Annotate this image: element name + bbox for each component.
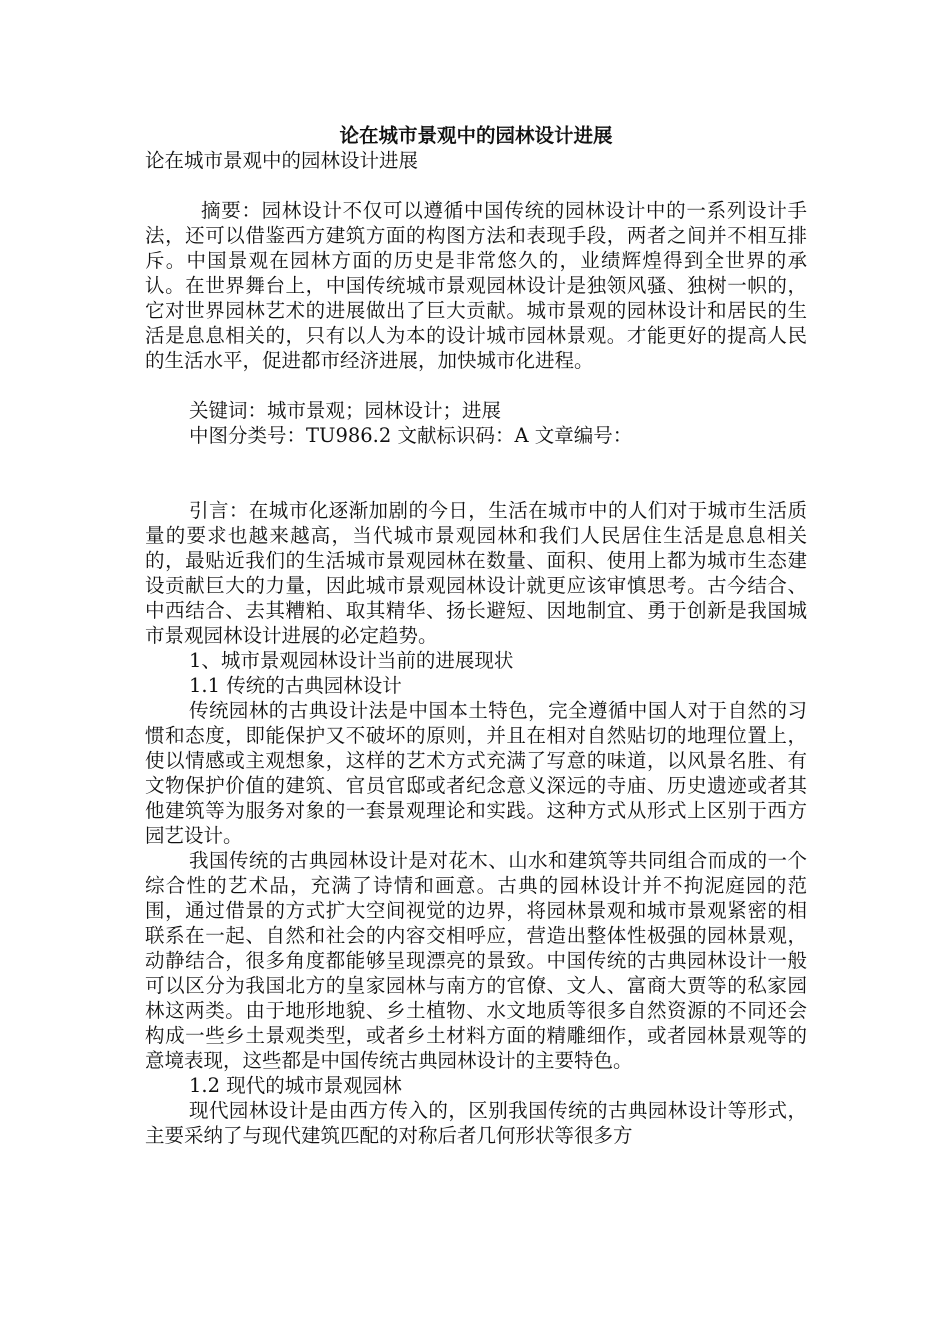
spacer [145, 448, 807, 498]
section-1-2-heading: 1.2 现代的城市景观园林 [189, 1074, 402, 1097]
section-1-heading: 1、城市景观园林设计当前的进展现状 [189, 649, 514, 672]
section-1-2-paragraph-1: 现代园林设计是由西方传入的，区别我国传统的古典园林设计等形式，主要采纳了与现代建筑匹配的对称后者几何形状等很多方 [145, 1099, 807, 1147]
classification-line: 中图分类号：TU986.2 文献标识码：A 文章编号： [189, 424, 633, 447]
document-title: 论在城市景观中的园林设计进展 [339, 124, 613, 147]
spacer [145, 373, 807, 398]
section-1-1-paragraph-2: 我国传统的古典园林设计是对花木、山水和建筑等共同组合而成的一个综合性的艺术品，充满了诗情和画意。古典的园林设计并不拘泥庭园的范围，通过借景的方式扩大空间视觉的边界，将园林景观和城市景观紧密的相联系在一起、自然和社会的内容交相呼应，营造出整体性极强的园林景观，动静结合，很多角度都能够呈现漂亮的景致。中国传统的古典园林设计一般可以区分为我国北方的皇家园林与南方的官僚、文人、富商大贾等的私家园林这两类。由于地形地貌、乡土植物、水文地质等很多自然资源的不同还会构成一些乡土景观类型，或者乡土材料方面的精雕细作，或者园林景观等的意境表现，这些都是中国传统古典园林设计的主要特色。 [145, 849, 807, 1072]
intro-paragraph: 引言：在城市化逐渐加剧的今日，生活在城市中的人们对于城市生活质量的要求也越来越高，当代城市景观园林和我们人民居住生活是息息相关的，最贴近我们的生活城市景观园林在数量、面积、使用上都为城市生态建设贡献巨大的力量，因此城市景观园林设计就更应该审慎思考。古今结合、中西结合、去其糟粕、取其精华、扬长避短、因地制宜、勇于创新是我国城市景观园林设计进展的必定趋势。 [145, 499, 807, 647]
section-1-1-heading: 1.1 传统的古典园林设计 [189, 674, 402, 697]
document-subtitle: 论在城市景观中的园林设计进展 [145, 149, 419, 172]
abstract-paragraph: 摘要：园林设计不仅可以遵循中国传统的园林设计中的一系列设计手法，还可以借鉴西方建筑方面的构图方法和表现手段，两者之间并不相互排斥。中国景观在园林方面的历史是非常悠久的，业绩辉煌得到全世界的承认。在世界舞台上，中国传统城市景观园林设计是独领风骚、独树一帜的，它对世界园林艺术的进展做出了巨大贡献。城市景观的园林设计和居民的生活是息息相关的，只有以人为本的设计城市园林景观。才能更好的提高人民的生活水平，促进都市经济进展，加快城市化进程。 [145, 199, 807, 372]
document-page [145, 118, 807, 1148]
section-1-1-paragraph-1: 传统园林的古典设计法是中国本土特色，完全遵循中国人对于自然的习惯和态度，即能保护又不破坏的原则，并且在相对自然贴切的地理位置上，使以情感或主观想象，这样的艺术方式充满了写意的味道，以风景名胜、有文物保护价值的建筑、官员官邸或者纪念意义深远的寺庙、历史遗迹或者其他建筑等为服务对象的一套景观理论和实践。这种方式从形式上区别于西方园艺设计。 [145, 699, 807, 847]
spacer [145, 173, 807, 198]
keywords-line: 关键词：城市景观；园林设计；进展 [189, 399, 502, 422]
